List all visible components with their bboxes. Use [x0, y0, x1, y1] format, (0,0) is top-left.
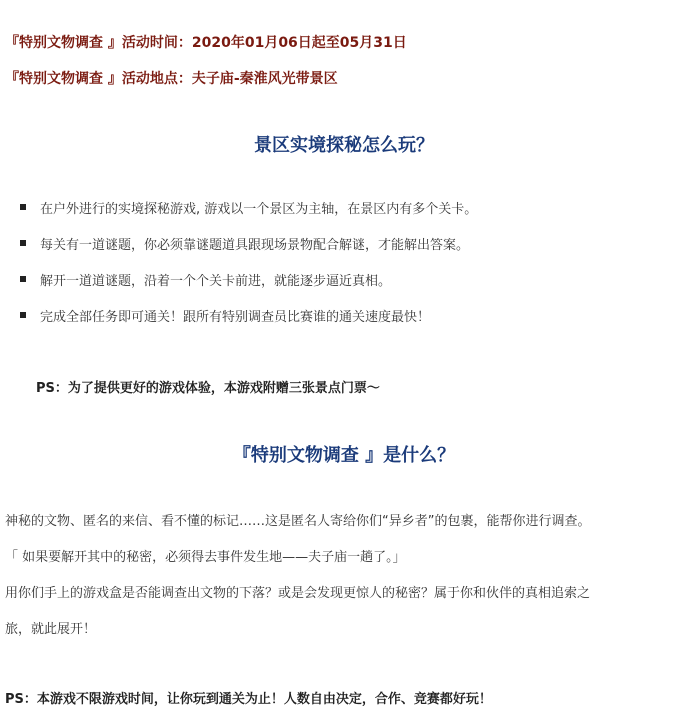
- story-paragraph: 旅，就此展开！: [5, 622, 97, 637]
- story-paragraph: 神秘的文物、匿名的来信、看不懂的标记……这是匿名人寄给你们“异乡者”的包裹，能帮你进行调查。: [5, 514, 591, 529]
- bullet-icon: [20, 204, 26, 210]
- how-to-play-heading: 景区实境探秘怎么玩？: [254, 135, 434, 156]
- list-item-text: 在户外进行的实境探秘游戏, 游戏以一个景区为主轴，在景区内有多个关卡。: [40, 202, 478, 217]
- bullet-icon: [20, 240, 26, 246]
- list-item-text: 完成全部任务即可通关！跟所有特别调查员比赛谁的通关速度最快！: [40, 310, 431, 325]
- story-quote: 「 如果要解开其中的秘密，必须得去事件发生地——夫子庙一趟了。」: [5, 550, 406, 565]
- story-paragraph: 用你们手上的游戏盒是否能调查出文物的下落？或是会发现更惊人的秘密？属于你和伙伴的真相追索之: [5, 586, 591, 601]
- list-item-text: 解开一道道谜题，沿着一个个关卡前进，就能逐步逼近真相。: [40, 274, 392, 289]
- list-item-text: 每关有一道谜题，你必须靠谜题道具跟现场景物配合解谜，才能解出答案。: [40, 238, 470, 253]
- bullet-icon: [20, 312, 26, 318]
- what-is-heading: 『特别文物调查 』是什么？: [232, 445, 456, 466]
- ps-ticket-note: PS：为了提供更好的游戏体验，本游戏附赠三张景点门票～: [36, 381, 380, 396]
- bullet-icon: [20, 276, 26, 282]
- activity-location-line: 『特别文物调查 』活动地点：夫子庙-秦淮风光带景区: [5, 71, 338, 87]
- ps-time-note: PS：本游戏不限游戏时间，让你玩到通关为止！人数自由决定，合作、竞赛都好玩！: [5, 692, 492, 707]
- activity-time-line: 『特别文物调查 』活动时间：2020年01月06日起至05月31日: [5, 35, 407, 51]
